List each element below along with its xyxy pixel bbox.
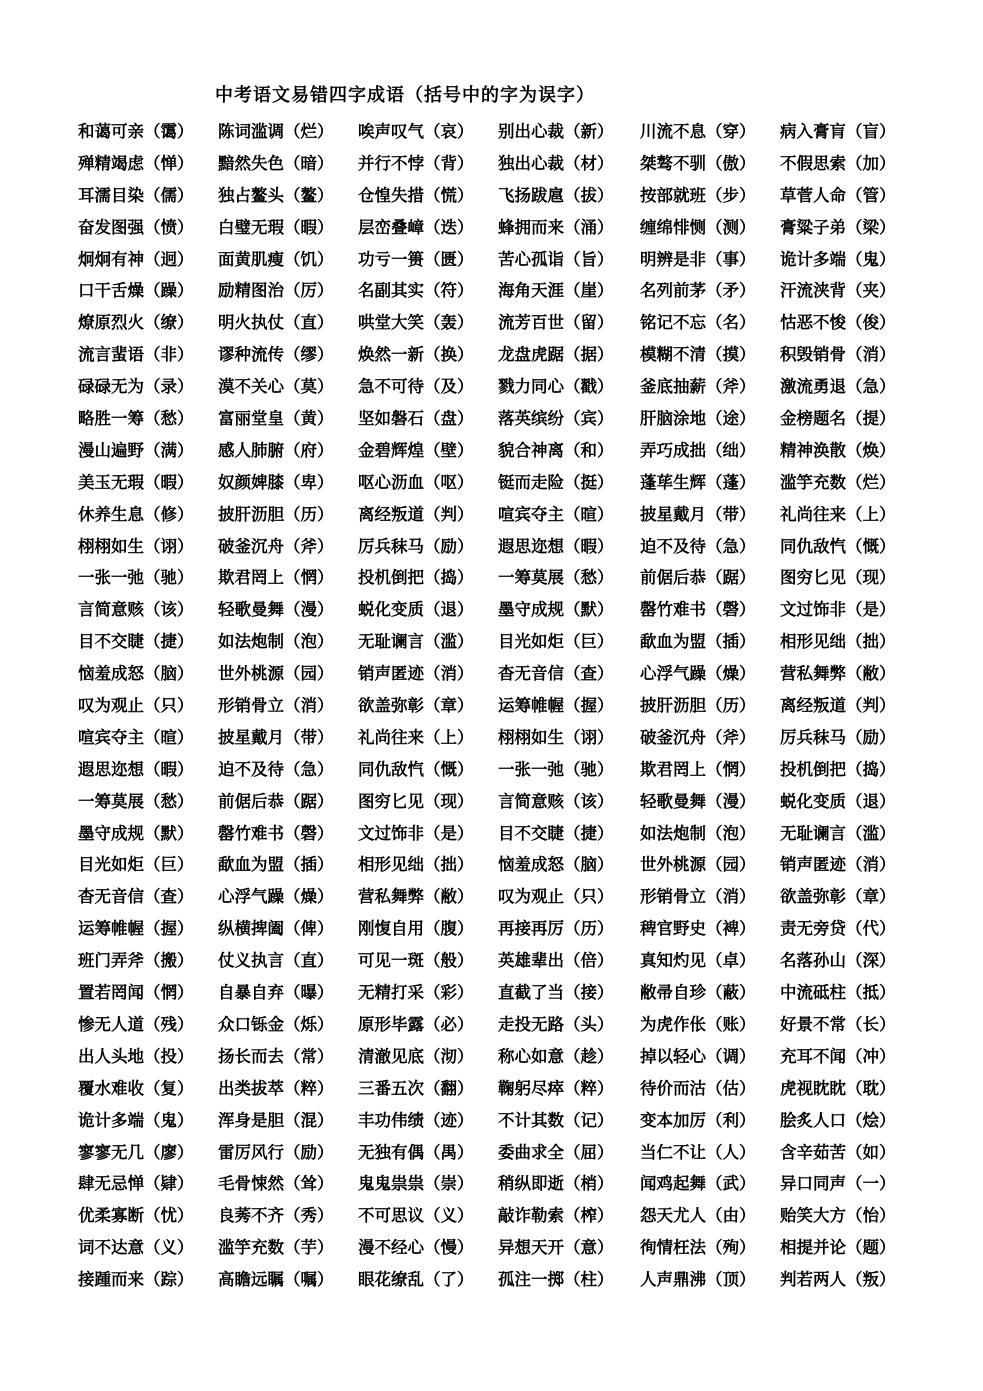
idiom-entry: 直截了当（接） <box>498 983 614 1003</box>
idiom-entry: 营私舞弊（敝） <box>358 887 474 907</box>
idiom-entry: 欺君罔上（惘） <box>640 759 756 779</box>
idiom-entry: 形销骨立（消） <box>640 887 756 907</box>
idiom-entry: 掉以轻心（调） <box>640 1046 756 1066</box>
idiom-entry: 龙盘虎踞（据） <box>498 345 614 365</box>
idiom-entry: 前倨后恭（踞） <box>640 568 756 588</box>
idiom-row <box>76 594 956 626</box>
idiom-row <box>76 499 956 531</box>
idiom-entry: 殚精竭虑（惮） <box>78 153 194 173</box>
idiom-entry: 礼尚往来（上） <box>358 727 474 747</box>
idiom-entry: 积毁销骨（消） <box>780 345 896 365</box>
idiom-entry: 迫不及待（急） <box>218 759 334 779</box>
idiom-entry: 美玉无瑕（暇） <box>78 472 194 492</box>
idiom-entry: 好景不常（长） <box>780 1014 896 1034</box>
idiom-entry: 病入膏肓（盲） <box>780 122 896 141</box>
idiom-row <box>76 1105 956 1137</box>
idiom-entry: 浑身是胆（混） <box>218 1110 334 1130</box>
idiom-entry: 文过饰非（是） <box>358 823 474 843</box>
idiom-entry: 漫山遍野（满） <box>78 440 194 460</box>
idiom-row <box>76 754 956 786</box>
idiom-entry: 诡计多端（鬼） <box>780 249 896 269</box>
idiom-entry: 众口铄金（烁） <box>218 1014 334 1034</box>
idiom-entry: 一张一弛（驰） <box>498 759 614 779</box>
idiom-entry: 披星戴月（带） <box>218 727 334 747</box>
idiom-row <box>76 435 956 467</box>
idiom-entry: 无耻谰言（滥） <box>780 823 896 843</box>
idiom-entry: 破釜沉舟（斧） <box>640 727 756 747</box>
idiom-entry: 欲盖弥彰（章） <box>780 887 896 907</box>
idiom-row <box>76 1168 956 1200</box>
idiom-entry: 欺君罔上（惘） <box>218 568 334 588</box>
idiom-entry: 戮力同心（戳） <box>498 377 614 397</box>
idiom-entry: 披肝沥胆（历） <box>640 696 756 716</box>
idiom-entry: 歃血为盟（插） <box>218 855 334 875</box>
idiom-entry: 言简意赅（该） <box>78 600 194 620</box>
idiom-entry: 言简意赅（该） <box>498 791 614 811</box>
idiom-entry: 独出心裁（材） <box>498 153 614 173</box>
idiom-entry: 销声匿迹（消） <box>358 664 474 684</box>
idiom-entry: 滥竽充数（芋） <box>218 1238 334 1258</box>
idiom-row <box>76 1009 956 1041</box>
idiom-entry: 班门弄斧（搬） <box>78 951 194 971</box>
idiom-entry: 感人肺腑（府） <box>218 440 334 460</box>
idiom-entry: 漫不经心（慢） <box>358 1238 474 1258</box>
idiom-entry: 脍炙人口（烩） <box>780 1110 896 1130</box>
idiom-entry: 奋发图强（愤） <box>78 217 194 237</box>
idiom-entry: 草菅人命（管） <box>780 185 896 205</box>
idiom-entry: 相形见绌（拙） <box>780 632 896 652</box>
idiom-entry: 漠不关心（莫） <box>218 377 334 397</box>
idiom-entry: 流芳百世（留） <box>498 313 614 333</box>
idiom-entry: 寥寥无几（廖） <box>78 1142 194 1162</box>
idiom-entry: 置若罔闻（惘） <box>78 983 194 1003</box>
idiom-row <box>76 371 956 403</box>
idiom-entry: 含辛茹苦（如） <box>780 1142 896 1162</box>
idiom-entry: 闻鸡起舞（武） <box>640 1174 756 1194</box>
idiom-entry: 金榜题名（提） <box>780 409 896 429</box>
idiom-entry: 稗官野史（裨） <box>640 919 756 939</box>
idiom-entry: 扬长而去（常） <box>218 1046 334 1066</box>
idiom-entry: 世外桃源（园） <box>218 664 334 684</box>
idiom-row <box>76 275 956 307</box>
idiom-entry: 迫不及待（急） <box>640 536 756 556</box>
idiom-entry: 蓬荜生辉（蓬） <box>640 472 756 492</box>
idiom-entry: 破釜沉舟（斧） <box>218 536 334 556</box>
idiom-entry: 滥竽充数（烂） <box>780 472 896 492</box>
idiom-entry: 高瞻远瞩（嘱） <box>218 1270 334 1290</box>
idiom-entry: 遐思迩想（暇） <box>78 759 194 779</box>
idiom-entry: 黯然失色（暗） <box>218 153 334 173</box>
idiom-row <box>76 116 956 148</box>
idiom-row <box>76 658 956 690</box>
idiom-entry: 投机倒把（捣） <box>358 568 474 588</box>
idiom-entry: 真知灼见（卓） <box>640 951 756 971</box>
idiom-entry: 不假思索（加） <box>780 153 896 173</box>
idiom-entry: 墨守成规（默） <box>78 823 194 843</box>
idiom-entry: 丰功伟绩（迹） <box>358 1110 474 1130</box>
idiom-row <box>76 339 956 371</box>
idiom-entry: 独占鳌头（鳌） <box>218 185 334 205</box>
idiom-entry: 相提并论（题） <box>780 1238 896 1258</box>
idiom-entry: 哄堂大笑（轰） <box>358 313 474 333</box>
idiom-entry: 炯炯有神（迥） <box>78 249 194 269</box>
idiom-entry: 无独有偶（禺） <box>358 1142 474 1162</box>
idiom-entry: 纵横捭阖（俾） <box>218 919 334 939</box>
idiom-row <box>76 467 956 499</box>
idiom-row <box>76 180 956 212</box>
document-title: 中考语文易错四字成语（括号中的字为误字） <box>215 85 595 106</box>
idiom-entry: 原形毕露（必） <box>358 1014 474 1034</box>
idiom-entry: 心浮气躁（燥） <box>640 664 756 684</box>
idiom-entry: 并行不悖（背） <box>358 153 474 173</box>
idiom-entry: 蜂拥而来（涌） <box>498 217 614 237</box>
idiom-row <box>76 531 956 563</box>
idiom-row <box>76 945 956 977</box>
idiom-entry: 唉声叹气（哀） <box>358 122 474 141</box>
idiom-entry: 英雄辈出（倍） <box>498 951 614 971</box>
idiom-entry: 充耳不闻（冲） <box>780 1046 896 1066</box>
idiom-entry: 陈词滥调（烂） <box>218 122 334 141</box>
idiom-entry: 离经叛道（判） <box>358 504 474 524</box>
idiom-entry: 明辨是非（事） <box>640 249 756 269</box>
idiom-entry: 铤而走险（挺） <box>498 472 614 492</box>
idiom-entry: 怙恶不悛（俊） <box>780 313 896 333</box>
idiom-entry: 如法炮制（泡） <box>218 632 334 652</box>
idiom-entry: 呕心沥血（呕） <box>358 472 474 492</box>
idiom-row <box>76 212 956 244</box>
idiom-entry: 膏粱子弟（梁） <box>780 217 896 237</box>
idiom-entry: 为虎作伥（账） <box>640 1014 756 1034</box>
idiom-entry: 遐思迩想（暇） <box>498 536 614 556</box>
idiom-entry: 墨守成规（默） <box>498 600 614 620</box>
idiom-entry: 可见一斑（般） <box>358 951 474 971</box>
idiom-entry: 诡计多端（鬼） <box>78 1110 194 1130</box>
idiom-entry: 优柔寡断（忧） <box>78 1206 194 1226</box>
idiom-list <box>76 116 956 1296</box>
idiom-entry: 貌合神离（和） <box>498 440 614 460</box>
idiom-entry: 一张一弛（驰） <box>78 568 194 588</box>
idiom-entry: 别出心裁（新） <box>498 122 614 141</box>
idiom-entry: 徇情枉法（殉） <box>640 1238 756 1258</box>
idiom-entry: 蜕化变质（退） <box>358 600 474 620</box>
idiom-entry: 仗义执言（直） <box>218 951 334 971</box>
idiom-entry: 燎原烈火（缭） <box>78 313 194 333</box>
idiom-entry: 孤注一掷（柱） <box>498 1270 614 1290</box>
idiom-entry: 层峦叠嶂（迭） <box>358 217 474 237</box>
idiom-entry: 走投无路（头） <box>498 1014 614 1034</box>
idiom-entry: 面黄肌瘦（饥） <box>218 249 334 269</box>
idiom-entry: 变本加厉（利） <box>640 1110 756 1130</box>
idiom-entry: 惨无人道（残） <box>78 1014 194 1034</box>
idiom-row <box>76 818 956 850</box>
idiom-entry: 釜底抽薪（斧） <box>640 377 756 397</box>
idiom-entry: 蜕化变质（退） <box>780 791 896 811</box>
idiom-row <box>76 849 956 881</box>
idiom-entry: 当仁不让（人） <box>640 1142 756 1162</box>
idiom-row <box>76 307 956 339</box>
idiom-entry: 披星戴月（带） <box>640 504 756 524</box>
idiom-entry: 毛骨悚然（耸） <box>218 1174 334 1194</box>
idiom-entry: 敝帚自珍（蔽） <box>640 983 756 1003</box>
idiom-entry: 雷厉风行（励） <box>218 1142 334 1162</box>
idiom-entry: 耳濡目染（儒） <box>78 185 194 205</box>
idiom-entry: 模糊不清（摸） <box>640 345 756 365</box>
idiom-entry: 明火执仗（直） <box>218 313 334 333</box>
idiom-row <box>76 1200 956 1232</box>
idiom-entry: 肝脑涂地（途） <box>640 409 756 429</box>
idiom-entry: 再接再厉（历） <box>498 919 614 939</box>
idiom-entry: 词不达意（义） <box>78 1238 194 1258</box>
idiom-entry: 恼羞成怒（脑） <box>498 855 614 875</box>
idiom-entry: 喧宾夺主（暄） <box>78 727 194 747</box>
idiom-entry: 轻歌曼舞（漫） <box>218 600 334 620</box>
idiom-entry: 歃血为盟（插） <box>640 632 756 652</box>
idiom-entry: 不可思议（义） <box>358 1206 474 1226</box>
idiom-entry: 一筹莫展（愁） <box>498 568 614 588</box>
idiom-entry: 相形见绌（拙） <box>358 855 474 875</box>
idiom-entry: 异想天开（意） <box>498 1238 614 1258</box>
idiom-entry: 目光如炬（巨） <box>498 632 614 652</box>
idiom-entry: 图穷匕见（现） <box>780 568 896 588</box>
idiom-entry: 营私舞弊（敝） <box>780 664 896 684</box>
idiom-row <box>76 1232 956 1264</box>
idiom-row <box>76 1137 956 1169</box>
idiom-entry: 恼羞成怒（脑） <box>78 664 194 684</box>
idiom-entry: 仓惶失措（慌） <box>358 185 474 205</box>
idiom-entry: 罄竹难书（磬） <box>640 600 756 620</box>
idiom-entry: 文过饰非（是） <box>780 600 896 620</box>
idiom-entry: 出人头地（投） <box>78 1046 194 1066</box>
idiom-row <box>76 562 956 594</box>
idiom-entry: 异口同声（一） <box>780 1174 896 1194</box>
idiom-entry: 名列前茅（矛） <box>640 281 756 301</box>
idiom-entry: 略胜一筹（愁） <box>78 409 194 429</box>
idiom-entry: 清澈见底（沏） <box>358 1046 474 1066</box>
idiom-entry: 精神涣散（焕） <box>780 440 896 460</box>
idiom-entry: 披肝沥胆（历） <box>218 504 334 524</box>
idiom-entry: 厉兵秣马（励） <box>780 727 896 747</box>
idiom-entry: 杳无音信（查） <box>78 887 194 907</box>
idiom-entry: 目不交睫（捷） <box>78 632 194 652</box>
idiom-entry: 礼尚往来（上） <box>780 504 896 524</box>
idiom-entry: 目光如炬（巨） <box>78 855 194 875</box>
idiom-entry: 栩栩如生（诩） <box>78 536 194 556</box>
idiom-entry: 鬼鬼祟祟（崇） <box>358 1174 474 1194</box>
idiom-entry: 形销骨立（消） <box>218 696 334 716</box>
idiom-entry: 飞扬跋扈（拔） <box>498 185 614 205</box>
idiom-entry: 离经叛道（判） <box>780 696 896 716</box>
idiom-entry: 称心如意（趁） <box>498 1046 614 1066</box>
idiom-entry: 投机倒把（捣） <box>780 759 896 779</box>
idiom-row <box>76 786 956 818</box>
idiom-entry: 刚愎自用（腹） <box>358 919 474 939</box>
idiom-entry: 中流砥柱（抵） <box>780 983 896 1003</box>
idiom-entry: 和蔼可亲（霭） <box>78 122 194 141</box>
idiom-row <box>76 1264 956 1296</box>
idiom-entry: 流言蜚语（非） <box>78 345 194 365</box>
idiom-entry: 人声鼎沸（顶） <box>640 1270 756 1290</box>
idiom-entry: 自暴自弃（曝） <box>218 983 334 1003</box>
idiom-row <box>76 977 956 1009</box>
idiom-entry: 鞠躬尽瘁（粹） <box>498 1078 614 1098</box>
idiom-entry: 出类拔萃（粹） <box>218 1078 334 1098</box>
idiom-row <box>76 690 956 722</box>
idiom-entry: 覆水难收（复） <box>78 1078 194 1098</box>
idiom-entry: 委曲求全（屈） <box>498 1142 614 1162</box>
idiom-entry: 无耻谰言（滥） <box>358 632 474 652</box>
idiom-entry: 栩栩如生（诩） <box>498 727 614 747</box>
idiom-entry: 白璧无瑕（暇） <box>218 217 334 237</box>
idiom-entry: 同仇敌忾（慨） <box>780 536 896 556</box>
idiom-entry: 肆无忌惮（肄） <box>78 1174 194 1194</box>
idiom-entry: 无精打采（彩） <box>358 983 474 1003</box>
idiom-entry: 敲诈勒索（榨） <box>498 1206 614 1226</box>
idiom-entry: 汗流浃背（夹） <box>780 281 896 301</box>
idiom-entry: 焕然一新（换） <box>358 345 474 365</box>
idiom-row <box>76 244 956 276</box>
idiom-entry: 叹为观止（只） <box>78 696 194 716</box>
idiom-entry: 海角天涯（崖） <box>498 281 614 301</box>
idiom-entry: 桀骜不驯（傲） <box>640 153 756 173</box>
idiom-row <box>76 403 956 435</box>
idiom-entry: 一筹莫展（愁） <box>78 791 194 811</box>
idiom-entry: 休养生息（修） <box>78 504 194 524</box>
idiom-entry: 苦心孤诣（旨） <box>498 249 614 269</box>
idiom-row <box>76 1041 956 1073</box>
idiom-entry: 富丽堂皇（黄） <box>218 409 334 429</box>
idiom-entry: 励精图治（厉） <box>218 281 334 301</box>
idiom-entry: 接踵而来（踪） <box>78 1270 194 1290</box>
idiom-entry: 同仇敌忾（慨） <box>358 759 474 779</box>
idiom-entry: 目不交睫（捷） <box>498 823 614 843</box>
idiom-row <box>76 881 956 913</box>
idiom-entry: 贻笑大方（怡） <box>780 1206 896 1226</box>
idiom-entry: 叹为观止（只） <box>498 887 614 907</box>
idiom-entry: 激流勇退（急） <box>780 377 896 397</box>
idiom-entry: 良莠不齐（秀） <box>218 1206 334 1226</box>
idiom-entry: 运筹帷幄（握） <box>78 919 194 939</box>
idiom-entry: 名副其实（符） <box>358 281 474 301</box>
idiom-entry: 轻歌曼舞（漫） <box>640 791 756 811</box>
idiom-entry: 判若两人（叛） <box>780 1270 896 1290</box>
idiom-entry: 厉兵秣马（励） <box>358 536 474 556</box>
idiom-entry: 弄巧成拙（绌） <box>640 440 756 460</box>
idiom-row <box>76 626 956 658</box>
idiom-entry: 稍纵即逝（梢） <box>498 1174 614 1194</box>
idiom-entry: 怨天尤人（由） <box>640 1206 756 1226</box>
idiom-entry: 金碧辉煌（壁） <box>358 440 474 460</box>
idiom-entry: 落英缤纷（宾） <box>498 409 614 429</box>
idiom-entry: 罄竹难书（磬） <box>218 823 334 843</box>
idiom-entry: 碌碌无为（录） <box>78 377 194 397</box>
idiom-entry: 川流不息（穿） <box>640 122 756 141</box>
idiom-entry: 谬种流传（缪） <box>218 345 334 365</box>
idiom-entry: 铭记不忘（名） <box>640 313 756 333</box>
idiom-entry: 按部就班（步） <box>640 185 756 205</box>
idiom-entry: 心浮气躁（燥） <box>218 887 334 907</box>
idiom-entry: 前倨后恭（踞） <box>218 791 334 811</box>
idiom-entry: 眼花缭乱（了） <box>358 1270 474 1290</box>
idiom-entry: 喧宾夺主（暄） <box>498 504 614 524</box>
idiom-entry: 图穷匕见（现） <box>358 791 474 811</box>
idiom-entry: 虎视眈眈（耽） <box>780 1078 896 1098</box>
idiom-entry: 欲盖弥彰（章） <box>358 696 474 716</box>
idiom-entry: 不计其数（记） <box>498 1110 614 1130</box>
idiom-entry: 待价而沽（估） <box>640 1078 756 1098</box>
idiom-row <box>76 148 956 180</box>
idiom-entry: 急不可待（及） <box>358 377 474 397</box>
idiom-entry: 奴颜婢膝（卑） <box>218 472 334 492</box>
idiom-entry: 运筹帷幄（握） <box>498 696 614 716</box>
idiom-entry: 缠绵悱恻（测） <box>640 217 756 237</box>
idiom-entry: 如法炮制（泡） <box>640 823 756 843</box>
idiom-entry: 坚如磐石（盘） <box>358 409 474 429</box>
idiom-entry: 销声匿迹（消） <box>780 855 896 875</box>
idiom-entry: 名落孙山（深） <box>780 951 896 971</box>
idiom-entry: 杳无音信（查） <box>498 664 614 684</box>
idiom-entry: 口干舌燥（躁） <box>78 281 194 301</box>
idiom-entry: 功亏一篑（匮） <box>358 249 474 269</box>
idiom-row <box>76 913 956 945</box>
idiom-row <box>76 1073 956 1105</box>
idiom-entry: 责无旁贷（代） <box>780 919 896 939</box>
idiom-row <box>76 722 956 754</box>
idiom-entry: 三番五次（翻） <box>358 1078 474 1098</box>
idiom-entry: 世外桃源（园） <box>640 855 756 875</box>
